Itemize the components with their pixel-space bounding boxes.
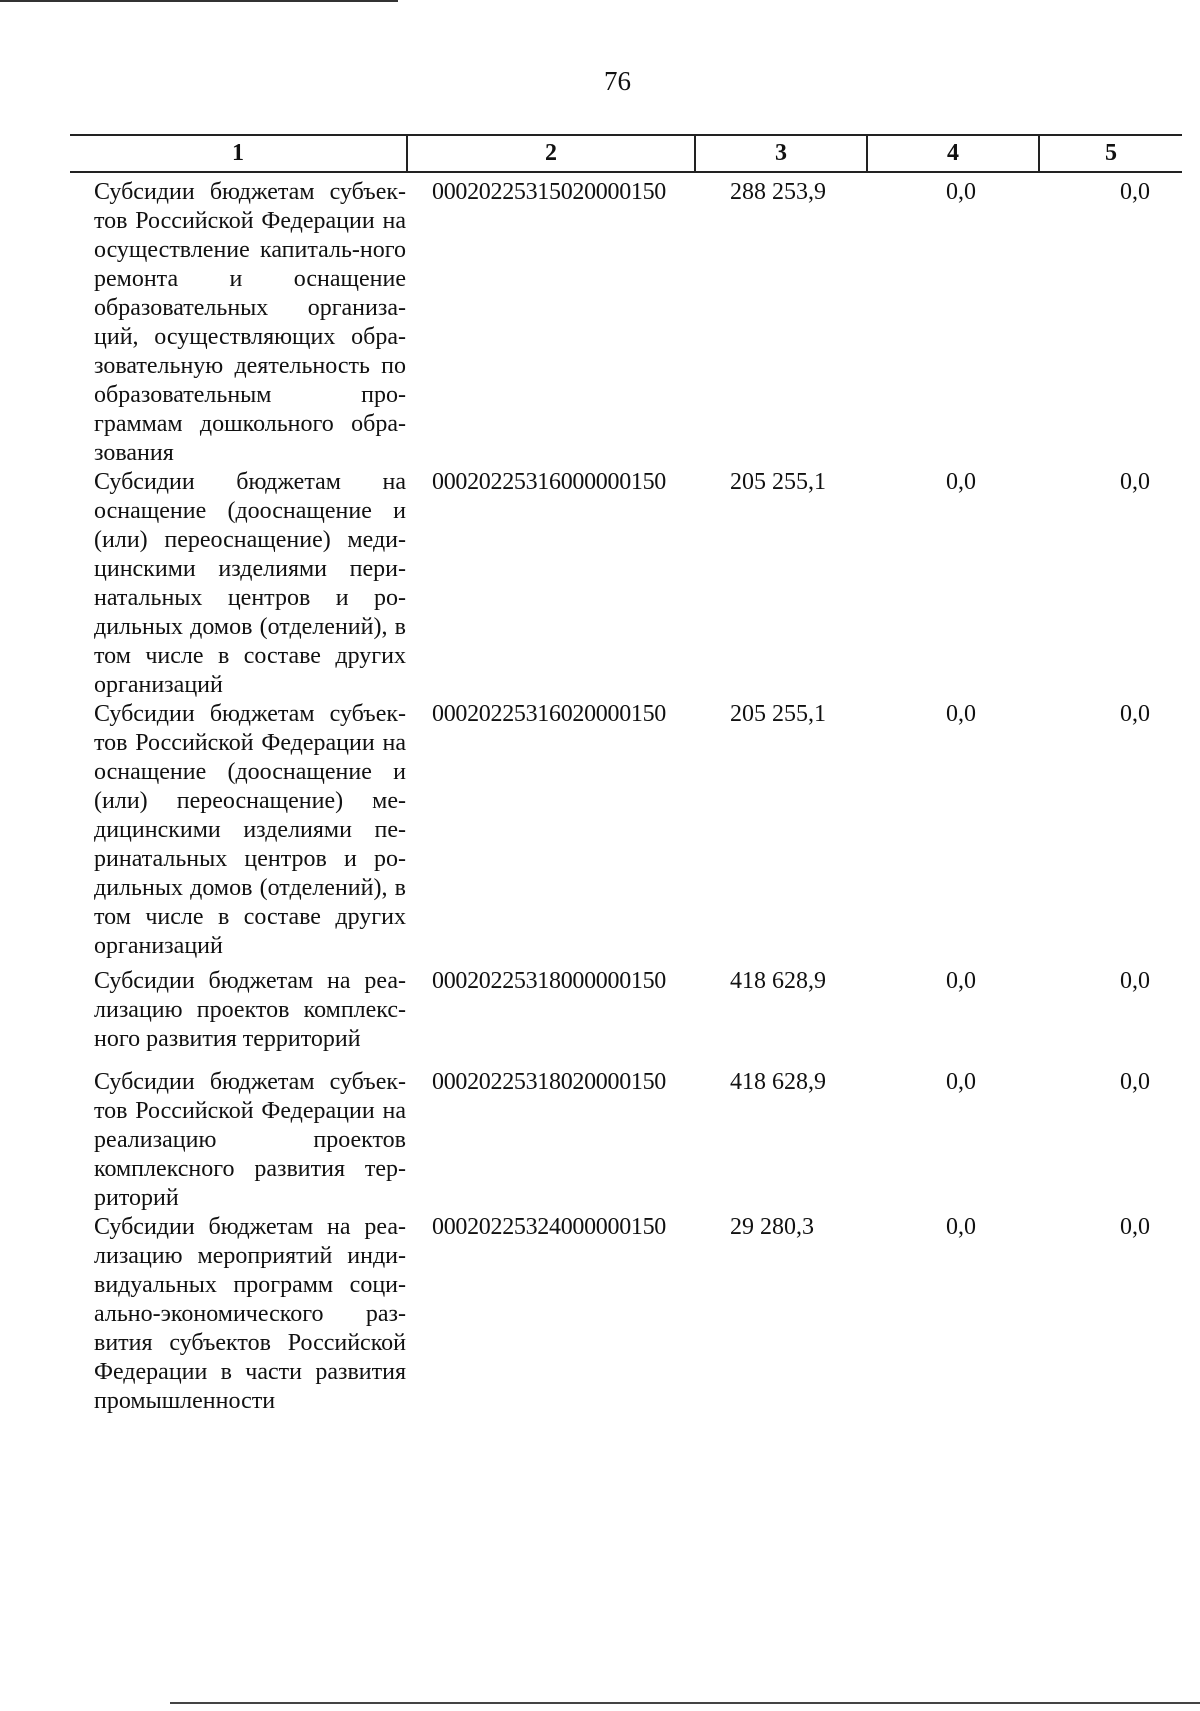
row-amount: 29 280,3: [730, 1214, 814, 1240]
header-col-1: 1: [232, 140, 244, 166]
row-description: Субсидии бюджетам на оснащение (дооснащение и (или) переоснащение) меди-цинскими изделиями пери-натальных центров и ро-дильных домов (отделений), в том числе в составе других организаций: [94, 469, 406, 698]
row-col5-value: 0,0: [1120, 469, 1150, 495]
top-scan-rule: [0, 0, 398, 2]
page-number: 76: [604, 66, 631, 96]
row-amount: 418 628,9: [730, 1069, 826, 1095]
row-col5-value: 0,0: [1120, 968, 1150, 994]
row-col5-value: 0,0: [1120, 1214, 1150, 1240]
header-col-5: 5: [1038, 136, 1182, 171]
row-description: Субсидии бюджетам на реа-лизацию проектов комплекс-ного развития территорий: [94, 968, 406, 1052]
row-col4-value: 0,0: [946, 968, 976, 994]
bottom-scan-rule: [170, 1702, 1200, 1704]
row-col4-value: 0,0: [946, 701, 976, 727]
table-row: [70, 1068, 1182, 1213]
row-code: 00020225318020000150: [432, 1069, 667, 1095]
row-description: Субсидии бюджетам на реа-лизацию мероприятий инди-видуальных программ соци-ально-экономического раз-вития субъектов Российской Федерации в части развития промышленности: [94, 1214, 406, 1414]
row-col4-value: 0,0: [946, 469, 976, 495]
row-col5-value: 0,0: [1120, 1069, 1150, 1095]
table-row: [70, 967, 1182, 1054]
row-col5-value: 0,0: [1120, 179, 1150, 205]
row-col4-value: 0,0: [946, 1214, 976, 1240]
header-col-3: 3: [694, 136, 866, 171]
row-amount: 288 253,9: [730, 179, 826, 205]
table-header-row: [70, 134, 1182, 173]
row-code: 00020225324000000150: [432, 1214, 667, 1240]
row-code: 00020225318000000150: [432, 968, 667, 994]
row-code: 00020225316020000150: [432, 701, 667, 727]
row-col4-value: 0,0: [946, 1069, 976, 1095]
table-row: [70, 178, 1182, 468]
table-row: [70, 700, 1182, 961]
row-description: Субсидии бюджетам субъек-тов Российской Федерации на осуществление капиталь-ного ремонта и оснащение образовательных организа-ций, осуществляющих обра-зовательную деятельность по образовательным про-граммам дошкольного обра-зования: [94, 179, 406, 466]
table-row: [70, 468, 1182, 700]
row-code: 00020225316000000150: [432, 469, 667, 495]
budget-table: [70, 134, 1182, 1416]
row-col5-value: 0,0: [1120, 701, 1150, 727]
row-description: Субсидии бюджетам субъек-тов Российской Федерации на оснащение (дооснащение и (или) переоснащение) ме-дицинскими изделиями пе-ринатальных центров и ро-дильных домов (отделений), в том числе в составе других организаций: [94, 701, 406, 959]
header-col-2: 2: [406, 136, 694, 171]
table-row: [70, 1213, 1182, 1416]
row-code: 00020225315020000150: [432, 179, 667, 205]
header-col-4: 4: [866, 136, 1038, 171]
row-amount: 418 628,9: [730, 968, 826, 994]
row-amount: 205 255,1: [730, 469, 826, 495]
row-description: Субсидии бюджетам субъек-тов Российской Федерации на реализацию проектов комплексного развития тер-риторий: [94, 1069, 406, 1211]
row-amount: 205 255,1: [730, 701, 826, 727]
row-col4-value: 0,0: [946, 179, 976, 205]
